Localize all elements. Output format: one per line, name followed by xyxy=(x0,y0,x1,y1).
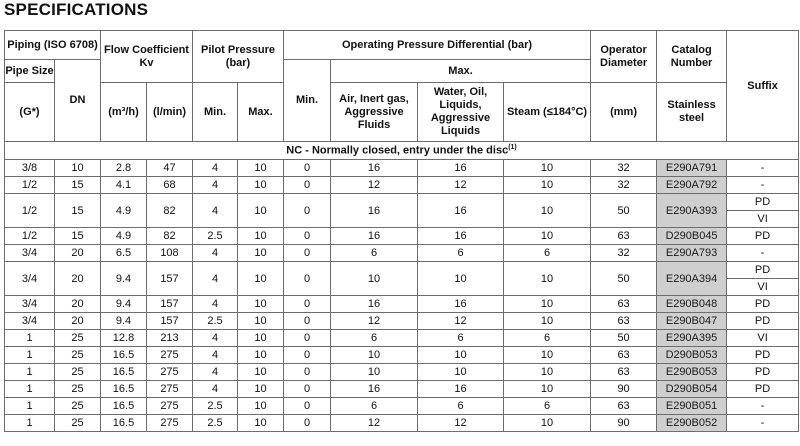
cell-opd-min: 0 xyxy=(284,296,331,313)
cell-pilot-min: 4 xyxy=(193,364,238,381)
cell-pilot-min: 2.5 xyxy=(193,228,238,245)
cell-kv-m3h: 16.5 xyxy=(101,347,147,364)
cell-water: 6 xyxy=(418,398,504,415)
cell-catalog-number: E290B047 xyxy=(657,313,727,330)
cell-water: 12 xyxy=(418,313,504,330)
cell-pilot-max: 10 xyxy=(238,381,284,398)
cell-water: 16 xyxy=(418,194,504,228)
cell-water: 10 xyxy=(418,347,504,364)
cell-pipe-size: 1/2 xyxy=(5,194,55,228)
cell-opd-min: 0 xyxy=(284,347,331,364)
cell-air: 16 xyxy=(331,228,418,245)
cell-kv-m3h: 4.9 xyxy=(101,228,147,245)
cell-operator-diameter: 63 xyxy=(591,364,657,381)
cell-catalog-number: E290B051 xyxy=(657,398,727,415)
cell-catalog-number: E290B053 xyxy=(657,364,727,381)
cell-pilot-min: 4 xyxy=(193,381,238,398)
cell-air: 12 xyxy=(331,415,418,432)
cell-dn: 20 xyxy=(55,262,101,296)
cell-kv-lmin: 157 xyxy=(147,313,193,330)
cell-pilot-max: 10 xyxy=(238,364,284,381)
cell-water: 16 xyxy=(418,228,504,245)
cell-pipe-size: 1 xyxy=(5,364,55,381)
cell-pilot-max: 10 xyxy=(238,194,284,228)
cell-air: 10 xyxy=(331,364,418,381)
cell-catalog-number: E290A393 xyxy=(657,194,727,228)
cell-kv-lmin: 47 xyxy=(147,160,193,177)
cell-kv-m3h: 9.4 xyxy=(101,296,147,313)
cell-air: 6 xyxy=(331,330,418,347)
cell-air: 6 xyxy=(331,398,418,415)
table-row xyxy=(5,313,799,330)
cell-suffix: VI xyxy=(727,211,799,228)
cell-pilot-min: 4 xyxy=(193,245,238,262)
cell-steam: 10 xyxy=(504,415,591,432)
header-catalog-number: Catalog Number xyxy=(657,31,727,83)
cell-kv-lmin: 275 xyxy=(147,398,193,415)
cell-pipe-size: 3/4 xyxy=(5,313,55,330)
cell-steam: 10 xyxy=(504,381,591,398)
cell-dn: 25 xyxy=(55,364,101,381)
header-piping: Piping (ISO 6708) xyxy=(5,31,101,60)
cell-kv-m3h: 16.5 xyxy=(101,398,147,415)
cell-suffix: PD xyxy=(727,364,799,381)
cell-opd-min: 0 xyxy=(284,313,331,330)
cell-catalog-number: E290A792 xyxy=(657,177,727,194)
header-operator-diameter: Operator Diameter xyxy=(591,31,657,83)
cell-steam: 10 xyxy=(504,262,591,296)
cell-catalog-number: E290B048 xyxy=(657,296,727,313)
cell-opd-min: 0 xyxy=(284,177,331,194)
cell-catalog-number: E290A394 xyxy=(657,262,727,296)
header-stainless: Stainless steel xyxy=(657,83,727,142)
cell-catalog-number: D290B045 xyxy=(657,228,727,245)
header-g: (G*) xyxy=(5,83,55,142)
cell-dn: 25 xyxy=(55,398,101,415)
cell-pipe-size: 1 xyxy=(5,398,55,415)
cell-pilot-min: 4 xyxy=(193,330,238,347)
cell-pilot-min: 4 xyxy=(193,347,238,364)
cell-pilot-min: 2.5 xyxy=(193,398,238,415)
cell-pipe-size: 1/2 xyxy=(5,228,55,245)
table-row xyxy=(5,381,799,398)
cell-steam: 10 xyxy=(504,194,591,228)
cell-operator-diameter: 63 xyxy=(591,347,657,364)
header-pilot-min: Min. xyxy=(193,83,238,142)
cell-suffix: PD xyxy=(727,262,799,279)
header-operating-pressure: Operating Pressure Differential (bar) xyxy=(284,31,591,60)
cell-pilot-max: 10 xyxy=(238,262,284,296)
cell-opd-min: 0 xyxy=(284,381,331,398)
cell-steam: 10 xyxy=(504,177,591,194)
table-row xyxy=(5,194,799,211)
cell-opd-min: 0 xyxy=(284,194,331,228)
cell-steam: 10 xyxy=(504,347,591,364)
table-row xyxy=(5,398,799,415)
cell-operator-diameter: 63 xyxy=(591,296,657,313)
cell-kv-lmin: 275 xyxy=(147,347,193,364)
table-row xyxy=(5,415,799,432)
header-suffix: Suffix xyxy=(727,31,799,142)
cell-opd-min: 0 xyxy=(284,228,331,245)
header-pilot-max: Max. xyxy=(238,83,284,142)
cell-operator-diameter: 50 xyxy=(591,262,657,296)
cell-suffix: PD xyxy=(727,194,799,211)
cell-pilot-min: 4 xyxy=(193,262,238,296)
cell-kv-m3h: 9.4 xyxy=(101,262,147,296)
cell-dn: 20 xyxy=(55,313,101,330)
cell-dn: 25 xyxy=(55,415,101,432)
cell-air: 12 xyxy=(331,177,418,194)
cell-kv-lmin: 157 xyxy=(147,262,193,296)
cell-pilot-max: 10 xyxy=(238,330,284,347)
table-row xyxy=(5,245,799,262)
table-row xyxy=(5,347,799,364)
cell-air: 16 xyxy=(331,160,418,177)
page-title: SPECIFICATIONS xyxy=(4,0,149,19)
cell-steam: 6 xyxy=(504,398,591,415)
cell-kv-m3h: 9.4 xyxy=(101,313,147,330)
cell-pipe-size: 1 xyxy=(5,330,55,347)
cell-suffix: PD xyxy=(727,296,799,313)
cell-air: 6 xyxy=(331,245,418,262)
cell-catalog-number: E290A793 xyxy=(657,245,727,262)
cell-pilot-min: 4 xyxy=(193,296,238,313)
cell-air: 10 xyxy=(331,262,418,296)
cell-operator-diameter: 63 xyxy=(591,313,657,330)
section-note: (1) xyxy=(508,144,517,152)
cell-opd-min: 0 xyxy=(284,415,331,432)
header-water: Water, Oil, Liquids, Aggressive Liquids xyxy=(418,83,504,142)
cell-water: 6 xyxy=(418,330,504,347)
cell-dn: 25 xyxy=(55,330,101,347)
cell-kv-m3h: 12.8 xyxy=(101,330,147,347)
cell-operator-diameter: 50 xyxy=(591,194,657,228)
header-lmin: (l/min) xyxy=(147,83,193,142)
header-flow-coefficient: Flow Coefficient Kv xyxy=(101,31,193,83)
header-dn: DN xyxy=(55,60,101,142)
cell-water: 10 xyxy=(418,364,504,381)
table-row xyxy=(5,364,799,381)
cell-catalog-number: D290B053 xyxy=(657,347,727,364)
cell-kv-lmin: 68 xyxy=(147,177,193,194)
cell-air: 16 xyxy=(331,381,418,398)
section-text: NC - Normally closed, entry under the disc xyxy=(286,144,509,157)
cell-kv-m3h: 16.5 xyxy=(101,381,147,398)
cell-dn: 20 xyxy=(55,296,101,313)
cell-catalog-number: E290B052 xyxy=(657,415,727,432)
cell-water: 16 xyxy=(418,296,504,313)
cell-suffix: PD xyxy=(727,228,799,245)
cell-kv-lmin: 82 xyxy=(147,194,193,228)
specifications-table xyxy=(4,30,799,432)
cell-kv-lmin: 157 xyxy=(147,296,193,313)
cell-kv-m3h: 4.1 xyxy=(101,177,147,194)
cell-steam: 10 xyxy=(504,296,591,313)
table-row xyxy=(5,330,799,347)
cell-opd-min: 0 xyxy=(284,364,331,381)
cell-pilot-min: 2.5 xyxy=(193,313,238,330)
cell-pilot-max: 10 xyxy=(238,177,284,194)
cell-steam: 6 xyxy=(504,330,591,347)
header-pilot-pressure: Pilot Pressure (bar) xyxy=(193,31,284,83)
header-pipe-size: Pipe Size xyxy=(5,60,55,83)
cell-steam: 10 xyxy=(504,160,591,177)
cell-pilot-max: 10 xyxy=(238,415,284,432)
cell-dn: 15 xyxy=(55,177,101,194)
cell-air: 16 xyxy=(331,194,418,228)
cell-catalog-number: D290B054 xyxy=(657,381,727,398)
cell-suffix: - xyxy=(727,177,799,194)
cell-pilot-max: 10 xyxy=(238,160,284,177)
cell-dn: 15 xyxy=(55,194,101,228)
cell-kv-lmin: 275 xyxy=(147,415,193,432)
cell-steam: 10 xyxy=(504,364,591,381)
cell-pilot-min: 4 xyxy=(193,177,238,194)
header-air: Air, Inert gas, Aggressive Fluids xyxy=(331,83,418,142)
cell-pipe-size: 1 xyxy=(5,415,55,432)
cell-pilot-max: 10 xyxy=(238,398,284,415)
cell-air: 16 xyxy=(331,296,418,313)
header-opd-min: Min. xyxy=(284,60,331,142)
cell-water: 12 xyxy=(418,177,504,194)
cell-opd-min: 0 xyxy=(284,262,331,296)
cell-suffix: VI xyxy=(727,330,799,347)
cell-operator-diameter: 90 xyxy=(591,415,657,432)
cell-catalog-number: E290A791 xyxy=(657,160,727,177)
table-row xyxy=(5,177,799,194)
cell-suffix: - xyxy=(727,415,799,432)
cell-dn: 15 xyxy=(55,228,101,245)
header-steam: Steam (≤184°C) xyxy=(504,83,591,142)
cell-operator-diameter: 50 xyxy=(591,330,657,347)
cell-opd-min: 0 xyxy=(284,160,331,177)
cell-dn: 10 xyxy=(55,160,101,177)
cell-pipe-size: 3/4 xyxy=(5,245,55,262)
cell-pipe-size: 1 xyxy=(5,381,55,398)
cell-operator-diameter: 63 xyxy=(591,398,657,415)
cell-pilot-min: 4 xyxy=(193,160,238,177)
cell-dn: 20 xyxy=(55,245,101,262)
cell-pipe-size: 3/4 xyxy=(5,296,55,313)
cell-steam: 10 xyxy=(504,313,591,330)
cell-suffix: - xyxy=(727,160,799,177)
cell-air: 12 xyxy=(331,313,418,330)
cell-kv-m3h: 6.5 xyxy=(101,245,147,262)
cell-water: 12 xyxy=(418,415,504,432)
cell-operator-diameter: 32 xyxy=(591,160,657,177)
cell-dn: 25 xyxy=(55,381,101,398)
cell-pilot-max: 10 xyxy=(238,313,284,330)
cell-kv-lmin: 275 xyxy=(147,381,193,398)
table-row xyxy=(5,296,799,313)
cell-water: 16 xyxy=(418,381,504,398)
cell-steam: 10 xyxy=(504,228,591,245)
cell-pilot-max: 10 xyxy=(238,228,284,245)
cell-dn: 25 xyxy=(55,347,101,364)
cell-pilot-max: 10 xyxy=(238,296,284,313)
cell-water: 16 xyxy=(418,160,504,177)
cell-pilot-max: 10 xyxy=(238,347,284,364)
header-mm: (mm) xyxy=(591,83,657,142)
cell-pipe-size: 1/2 xyxy=(5,177,55,194)
header-opd-max: Max. xyxy=(331,60,591,83)
cell-operator-diameter: 32 xyxy=(591,245,657,262)
cell-kv-lmin: 213 xyxy=(147,330,193,347)
cell-kv-m3h: 16.5 xyxy=(101,364,147,381)
cell-pipe-size: 3/4 xyxy=(5,262,55,296)
cell-pilot-min: 4 xyxy=(193,194,238,228)
cell-kv-lmin: 108 xyxy=(147,245,193,262)
cell-suffix: - xyxy=(727,245,799,262)
cell-kv-m3h: 2.8 xyxy=(101,160,147,177)
table-row xyxy=(5,228,799,245)
cell-pilot-min: 2.5 xyxy=(193,415,238,432)
cell-opd-min: 0 xyxy=(284,245,331,262)
cell-kv-m3h: 16.5 xyxy=(101,415,147,432)
cell-opd-min: 0 xyxy=(284,398,331,415)
cell-opd-min: 0 xyxy=(284,330,331,347)
section-label xyxy=(5,142,799,160)
cell-kv-lmin: 82 xyxy=(147,228,193,245)
cell-operator-diameter: 90 xyxy=(591,381,657,398)
table-row xyxy=(5,262,799,279)
cell-catalog-number: E290A395 xyxy=(657,330,727,347)
cell-operator-diameter: 63 xyxy=(591,228,657,245)
cell-steam: 6 xyxy=(504,245,591,262)
cell-pipe-size: 3/8 xyxy=(5,160,55,177)
table-row xyxy=(5,160,799,177)
cell-suffix: PD xyxy=(727,381,799,398)
cell-pipe-size: 1 xyxy=(5,347,55,364)
cell-operator-diameter: 32 xyxy=(591,177,657,194)
cell-pilot-max: 10 xyxy=(238,245,284,262)
cell-water: 6 xyxy=(418,245,504,262)
cell-kv-m3h: 4.9 xyxy=(101,194,147,228)
header-m3h: (m³/h) xyxy=(101,83,147,142)
cell-suffix: PD xyxy=(727,313,799,330)
cell-suffix: - xyxy=(727,398,799,415)
cell-air: 10 xyxy=(331,347,418,364)
cell-water: 10 xyxy=(418,262,504,296)
cell-suffix: PD xyxy=(727,347,799,364)
cell-suffix: VI xyxy=(727,279,799,296)
cell-kv-lmin: 275 xyxy=(147,364,193,381)
